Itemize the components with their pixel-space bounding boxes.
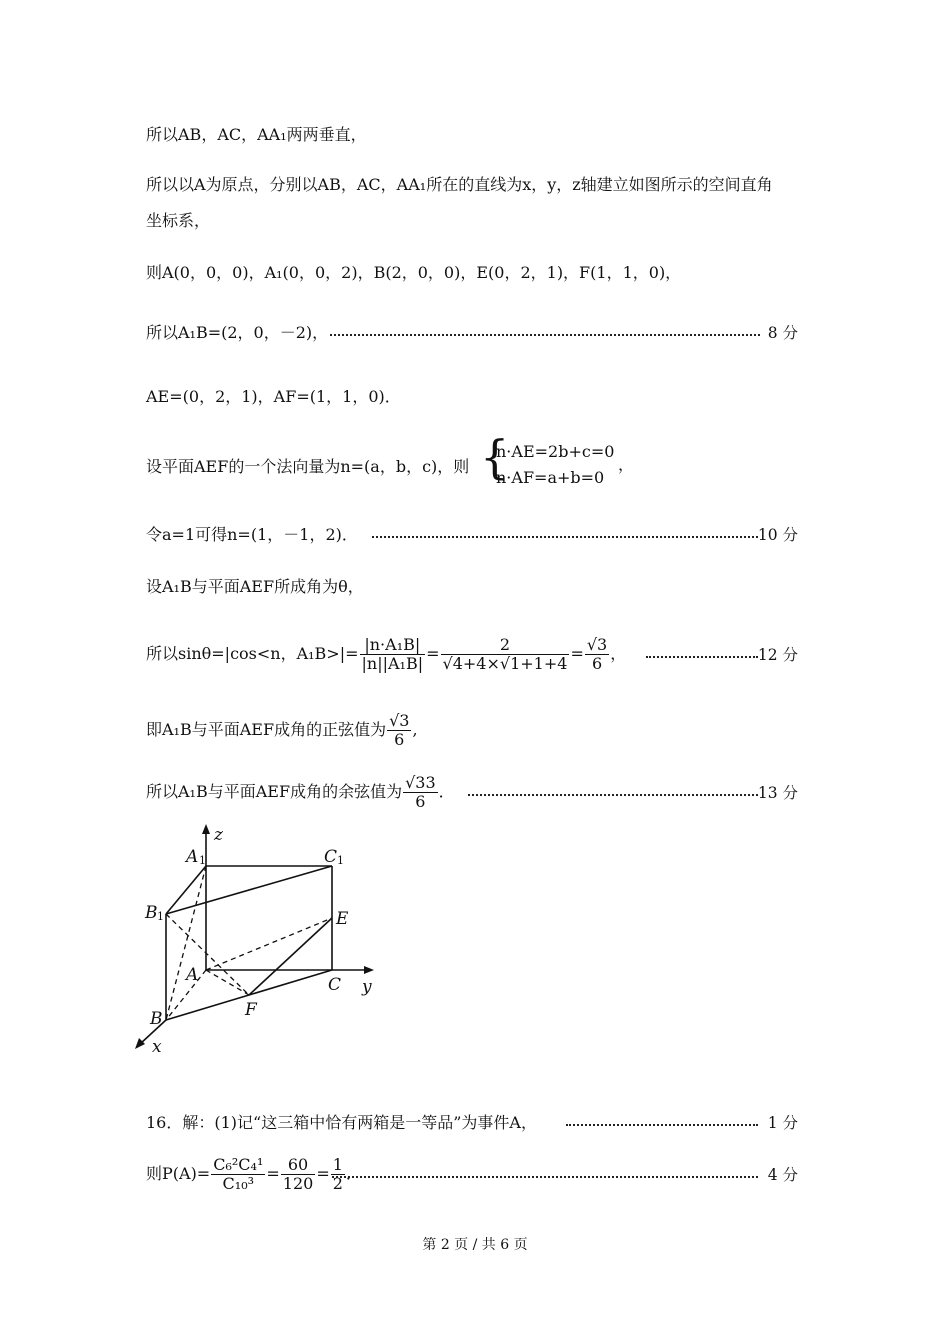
dot-leader [566,1124,758,1126]
fraction-2 [441,636,570,673]
fraction-3 [585,636,609,673]
text-line-6: AE=(0，2，1)，AF=(1，1，0)． [146,387,401,406]
cosine-text: 所以A₁B与平面AEF成角的余弦值为 [146,782,403,801]
fraction-3-den: 6 [591,654,603,673]
prob-fraction-2-num: 60 [281,1156,316,1175]
cosine-fraction [403,774,438,811]
label-z: z [214,825,223,845]
label-C: C [328,975,342,995]
fraction-3-num: √3 [586,635,608,654]
text-line-5: 所以A₁B=(2，0，－2)， [146,323,329,342]
label-C1: C [324,847,338,867]
fraction-2-num: 2 [441,636,570,655]
sine-fraction [387,712,411,749]
label-y: y [362,977,372,997]
dot-leader [330,334,760,336]
prob-prefix: 则P(A)= [146,1164,211,1183]
prob-fraction-3 [331,1156,345,1193]
label-A: A [186,965,199,985]
score-10: 10 分 [757,526,798,544]
text-line-3: 坐标系， [146,211,211,230]
equation-system [480,430,640,492]
text-line-10: 所以sinθ=|cos<n，A₁B>|= $\frac{\text{|n·A₁B|}}{\text{|n||A₁B|}}$ = $\frac{2}{√4+4\times√1+1+4}$ = $\frac{√3}{6}$ ， [146,635,627,673]
label-B: B [150,1009,163,1029]
prism-figure [130,820,390,1060]
label-E: E [336,909,349,929]
prob-equals-1: = [266,1164,280,1183]
cosine-fraction-num: √33 [405,773,436,792]
label-B1-sub: 1 [157,910,164,923]
prob-fraction-2 [281,1156,316,1193]
label-x: x [152,1037,162,1057]
cosine-fraction-den: 6 [415,792,426,811]
label-C1-sub: 1 [337,854,344,867]
system-row-2: n·AF=a+b=0 [496,468,605,487]
fraction-1 [360,636,426,673]
label-A1-sub: 1 [199,854,206,867]
text-line-12 [146,772,455,812]
sin-prefix: 所以sinθ=|cos<n，A₁B>|= [146,644,359,663]
prob-fraction-3-den: 2 [332,1174,343,1193]
prob-fraction-1-num: C₆²C₄¹ [213,1155,264,1174]
z-arrow-icon [202,824,210,834]
edge-FE [249,918,332,995]
score-4: 4 分 [767,1166,798,1184]
prob-fraction-1 [211,1156,265,1193]
text-line-9: 设A₁B与平面AEF所成角为θ， [146,577,364,596]
score-13: 13 分 [757,784,798,802]
prob-equals-2: = [316,1164,330,1183]
dashed-AE [206,918,332,970]
prob-fraction-1-den: C₁₀³ [222,1174,255,1193]
y-arrow-icon [364,966,374,974]
sine-fraction-num: √3 [389,711,410,730]
score-1: 1 分 [767,1114,798,1132]
edge-B1C1 [166,866,332,914]
sine-fraction-den: 6 [394,730,405,749]
edge-A1B1 [166,866,206,914]
system-row-1: n·AE=2b+c=0 [496,442,615,461]
sine-comma: , [412,720,418,739]
dot-leader [332,1176,758,1178]
brace-symbol: { [480,430,510,484]
dot-leader [646,656,758,658]
text-line-11 [146,710,418,750]
fraction-1-num: |n·A₁B| [360,636,426,655]
text-line-7-pre: 设平面AEF的一个法向量为n=(a，b，c)，则 [146,457,470,476]
text-line-14 [146,1154,362,1194]
label-F: F [245,1000,257,1020]
score-12: 12 分 [757,646,798,664]
text-line-8: 令a=1可得n=(1，－1，2)． [146,525,358,544]
label-B1: B [145,903,158,923]
dot-leader [372,536,758,538]
text-line-1: 所以AB，AC，AA₁两两垂直， [146,125,367,144]
fraction-2-den: √4+4×√1+1+4 [442,654,568,673]
text-line-4: 则A(0，0，0)，A₁(0，0，2)，B(2，0，0)，E(0，2，1)，F(1，1，0)， [146,263,682,282]
dashed-B1F [166,914,249,995]
x-arrow-icon [135,1038,145,1049]
prob-fraction-2-den: 120 [282,1174,314,1193]
sin-comma: ， [610,644,627,663]
fraction-1-den: |n||A₁B| [361,654,424,673]
system-comma: ， [618,455,635,474]
cosine-period: ． [438,782,455,801]
sine-text: 即A₁B与平面AEF成角的正弦值为 [146,720,387,739]
score-8: 8 分 [767,324,798,342]
prob-period: ． [345,1164,362,1183]
text-line-2: 所以以A为原点，分别以AB，AC，AA₁所在的直线为x，y，z轴建立如图所示的空间直角 [146,175,773,194]
dot-leader [468,794,758,796]
label-A1: A [186,847,199,867]
prob-fraction-3-num: 1 [332,1155,343,1174]
text-line-13: 16．解：(1)记“这三箱中恰有两箱是一等品”为事件A， [146,1113,537,1132]
page-footer: 第 2 页 / 共 6 页 [422,1237,528,1253]
